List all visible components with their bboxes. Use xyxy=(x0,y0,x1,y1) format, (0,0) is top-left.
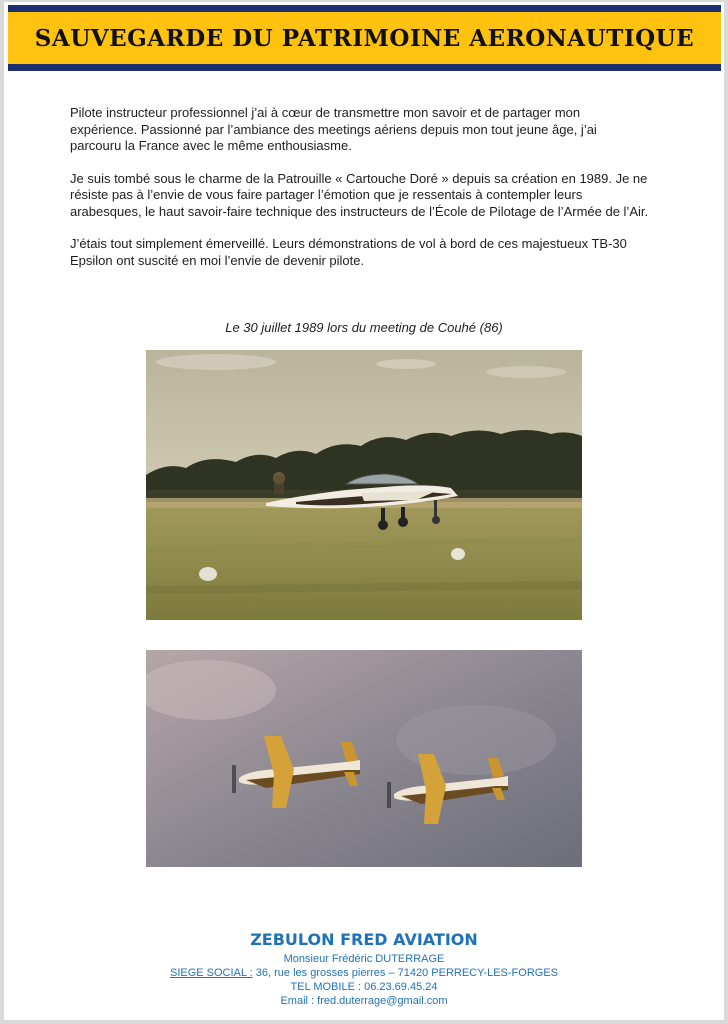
footer-contact xyxy=(4,930,724,1008)
contact-name: Monsieur Frédéric DUTERRAGE xyxy=(283,953,445,965)
document-page xyxy=(4,2,724,1020)
photo-caption: Le 30 juillet 1989 lors du meeting de Couhé (86) xyxy=(225,320,503,335)
siege-social-address: 36, rue les grosses pierres – 71420 PERRECY-LES-FORGES xyxy=(252,967,559,979)
paragraph-1: Pilote instructeur professionnel j’ai à cœur de transmettre mon savoir et de partager mon expérience. Passionné par l’ambiance des meetings aériens depuis mon tout jeune âge, j’ai parcouru la France avec le même enthousiasme. xyxy=(70,105,597,153)
siege-social-line xyxy=(4,966,724,980)
siege-social-label[interactable]: SIEGE SOCIAL : xyxy=(169,967,253,979)
email-address[interactable]: Email : fred.duterrage@gmail.com xyxy=(280,995,448,1007)
photo-aircraft-on-ground xyxy=(146,350,582,620)
paragraph-2: Je suis tombé sous le charme de la Patrouille « Cartouche Doré » depuis sa création en 1989. Je ne résiste pas à l’envie de vous faire partager l’émotion que je ressentais à contempler leurs arabesques, le haut savoir-faire technique des instructeurs de l’École de Pilotage de l’Armée de l’Air. xyxy=(70,170,649,219)
company-name: ZEBULON FRED AVIATION xyxy=(250,930,478,949)
paragraph-3: J’étais tout simplement émerveillé. Leurs démonstrations de vol à bord de ces majestueux TB-30 Epsilon ont suscité en moi l’envie de devenir pilote. xyxy=(70,236,627,268)
phone-number: TEL MOBILE : 06.23.69.45.24 xyxy=(290,981,438,993)
page-title: SAUVEGARDE DU PATRIMOINE AERONAUTIQUE xyxy=(34,24,695,52)
header-banner xyxy=(8,5,721,71)
intro-text xyxy=(70,105,650,285)
photo-formation-flight xyxy=(146,650,582,867)
